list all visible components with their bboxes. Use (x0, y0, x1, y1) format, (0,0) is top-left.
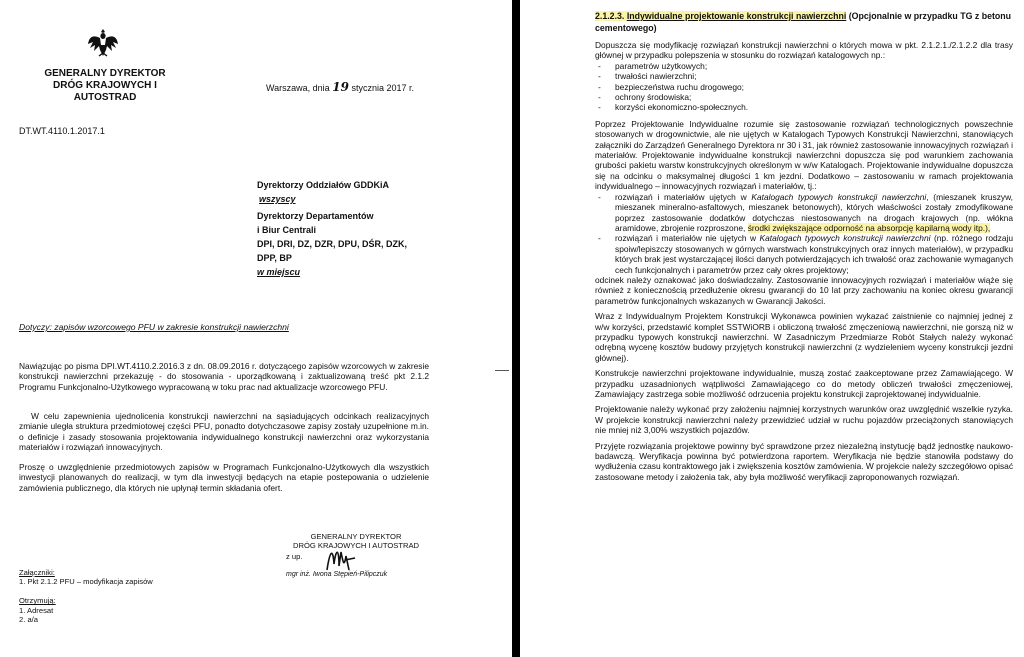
date-day: 19 (332, 80, 349, 94)
letter-paragraph-2: W celu zapewnienia ujednolicenia konstrukcji nawierzchni na sąsiadujących odcinkach realizacyjnych zmianie uległa struktura przedmiotowej części PFU, ponadto dotychczasowe zapisy zostały uzupełnione m.in. o definicje i zasady stosowania projektowania indywidualnego konstrukcji nawierzchni oraz wykorzystania materiałów i rozwiązań innowacyjnych. (19, 411, 429, 453)
list-item: - korzyści ekonomiczno-społecznych. (595, 102, 1013, 112)
letter-paragraph-1: Nawiązując po pisma DPI.WT.4110.2.2016.3 z dn. 08.09.2016 r. dotyczącego zapisów wzorcowych w zakresie konstrukcji nawierzchni przekazuję - do stosowania - uporządkowaną i zaktualizowaną treść pkt 2.1.2 Programu Funkcjonalno-Użytkowego wypracowaną w toku prac nad aktualizacje wzorcowego PFU. (19, 361, 429, 392)
attachment-page (520, 0, 1024, 657)
institution-name (25, 68, 185, 104)
item-italic-text: Katalogach typowych konstrukcji nawierzchni (751, 191, 927, 202)
item-text: rozwiązań i materiałów nie ujętych w (615, 233, 757, 244)
recipients-block (257, 178, 407, 279)
subject-line: Dotyczy: zapisów wzorcowego PFU w zakresie konstrukcji nawierzchni (19, 322, 289, 332)
list-item: - parametrów użytkowych; (595, 61, 1013, 71)
attachment-item: 1. Pkt 2.1.2 PFU – modyfikacja zapisów (19, 577, 153, 587)
recipient-3: i Biur Centrali (257, 225, 317, 235)
institution-line1: GENERALNY DYREKTOR (44, 68, 166, 79)
received-item: 2. a/a (19, 614, 38, 624)
body-paragraph-6: Projektowanie należy wykonać przy założeniu najmniej korzystnych warunków oraz uwzględnić wszelkie ryzyka. W projekcie konstrukcji nawierzchni należy przewidzieć udział w ruchu pojazdów przeciążonych stanowiących nie mniej niż 3,00% wszystkich pojazdów. (595, 404, 1013, 436)
item-text: (np. różnego rodzaju spoiw/lepiszczy stosowanych w górnych warstwach konstrukcyjnych oraz innych materiałów), w przypadku których brak jest wystarczającej ilości danych potwierdzających ich trwałość oraz zachowanie wymaganych cech funkcjonalnych i parametrów przez cały okres projektowy; (615, 233, 1014, 275)
recipient-1-sub: wszyscy (259, 194, 296, 204)
body-paragraph-1: Dopuszcza się modyfikację rozwiązań konstrukcji nawierzchni o których mowa w pkt. 2.1.2.1./2.1.2.2 dla trasy głównej w przypadku polepszenia w stosunku do rozwiązań katalogowych np.: (595, 40, 1013, 61)
reference-number: DT.WT.4110.1.2017.1 (19, 126, 105, 136)
section-heading (595, 11, 1015, 34)
item-text: rozwiązań i materiałów ujętych w (615, 191, 747, 202)
body-paragraph-2: Poprzez Projektowanie Indywidualne rozumie się zastosowanie rozwiązań technologicznych powszechnie stosowanych w drogownictwie, ale nie ujętych w Katalogach Typowych Konstrukcji Nawierzchni, stanowiących załączniki do Zarządzeń Generalnego Dyrektora nr 30 i 31, jak również zastosowanie innowacyjnych rozwiązań i materiałów. Projektowanie indywidualne konstrukcji nawierzchni dopuszcza się pod warunkiem zachowania grubości pakietu warstw konstrukcyjnych określonym w w/w Katalogach. Projektowanie indywidualne dopuszcza się na odcinku o maksymalnej długości 1 km jezdni. Dodatkowo – zastosowaniu w ramach projektowania indywidualnego – innowacyjnych rozwiązań i materiałów, tj.: (595, 118, 1013, 192)
innovation-list (595, 192, 1013, 275)
eagle-emblem-icon (86, 26, 120, 60)
section-heading-extra-a: (Opcjonalnie w przypadku (848, 11, 958, 21)
section-title: Indywidualne projektowanie konstrukcji nawierzchni (626, 11, 847, 21)
body-paragraph-7: Przyjęte rozwiązania projektowe powinny być sprawdzone przez niezależną instytucję bądź jednostkę naukowo-badawczą. Weryfikacja powinna być potwierdzona raportem. Weryfikacja nie będzie stanowiła podstawy do wydłużenia czasu kontraktowego jak i zwiększenia kosztów zamówienia. W projekcie należy szczegółowo opisać zastosowane metody i założenia tak, aby była możliwość weryfikacji zaproponowanych rozwiązań. (595, 440, 1014, 482)
list-item: - ochrony środowiska; (595, 92, 1013, 102)
place-date (266, 80, 414, 94)
page-divider (512, 0, 520, 657)
innovation-item-2 (595, 233, 1013, 275)
place-date-suffix: stycznia 2017 r. (351, 83, 414, 93)
section-body (595, 40, 1013, 482)
recipient-5: DPP, BP (257, 253, 292, 263)
list-item: - trwałości nawierzchni; (595, 71, 1013, 81)
received-label: Otrzymują: (19, 596, 56, 606)
item-italic-text: Katalogach typowych konstrukcji nawierzchni (759, 233, 931, 244)
letter-paragraph-3: Proszę o uwzględnienie przedmiotowych zapisów w Programach Funkcjonalno-Użytkowych dla wszystkich inwestycji planowanych do realizacji, w tym dla inwestycji będących na etapie postepowania o udzielenie zamówienia publicznego, dla których nie upłynął termin składania ofert. (19, 462, 429, 493)
signature-line3: z up. (286, 552, 303, 562)
body-paragraph-5: Konstrukcje nawierzchni projektowane indywidualnie, muszą zostać zaakceptowane przez Zamawiającego. W przypadku uzasadnionych wątpliwości Zamawiającego co do metody obliczeń trwałości zmęczeniowej, Zamawiający zastrzega sobie możliwość odrzucenia projektu konstrukcji zaprojektowanej indywidualnie. (595, 368, 1013, 399)
recipient-2: Dyrektorzy Departamentów (257, 211, 374, 221)
attachments-label: Załączniki: (19, 568, 55, 577)
recipient-4: DPI, DRI, DZ, DZR, DPU, DŚR, DZK, (257, 239, 408, 249)
section-heading-extra-b: TG z betonu cementowego) (595, 11, 1012, 33)
handwritten-signature-icon (324, 544, 358, 574)
section-number: 2.1.2.3. (595, 11, 625, 21)
place-date-prefix: Warszawa, dnia (266, 83, 330, 93)
recipient-1: Dyrektorzy Oddziałów GDDKiA (257, 180, 390, 190)
item-text: , (mieszanek kruszyw, mieszanek mineralno-asfaltowych, mieszanek betonowych), których właściwości zostały zmodyfikowane poprzez zastosowanie dodatków dotychczas niestosowanych na drogach krajowych (np. włókna aramidowe, zbrojenie rozproszone, (615, 191, 1013, 233)
institution-line2: DRÓG KRAJOWYCH I AUTOSTRAD (53, 80, 157, 103)
highlighted-text: środki zwiększające odporność na absorpcję kapilarną wody itp.), (747, 222, 991, 233)
recipient-5-sub: w miejscu (257, 267, 301, 277)
body-paragraph-4: Wraz z Indywidualnym Projektem Konstrukcji Wykonawca powinien wykazać zaistnienie co najmniej jednej z w/w korzyści, przedstawić komplet SSTWiORB i obliczoną trwałość zmęczeniową nawierzchni, nie gorszą niż w przypadku typowych konstrukcji nawierzchni. W Zasadniczym Przedmiarze Robót Stałych należy wykonać odrębną wycenę kosztów budowy przyjętych konstrukcji nawierzchni (z wydzieleniem wyceny konstrukcji jezdni głównej). (595, 311, 1013, 363)
innovation-item-1 (595, 192, 1013, 234)
signature-line2: DRÓG KRAJOWYCH I AUTOSTRAD (292, 541, 419, 551)
margin-mark (495, 370, 509, 371)
signature-line1: GENERALNY DYREKTOR (310, 532, 402, 541)
list-item: - bezpieczeństwa ruchu drogowego; (595, 82, 1013, 92)
signature-block (286, 532, 426, 579)
attachments-section (19, 568, 153, 624)
benefits-list (595, 61, 1013, 113)
signature-line4: mgr inż. Iwona Stępień-Pilipczuk (286, 570, 388, 578)
received-item: 1. Adresat (19, 605, 54, 615)
body-paragraph-3: odcinek należy oznakować jako doświadczalny. Zastosowanie innowacyjnych rozwiązań i materiałów wiąże się również z koniecznością przedłużenie okresu gwarancji do 10 lat przy zachowaniu na koniec okresu gwarancji parametrów funkcjonalnych wskazanych w Gwarancji Jakości. (595, 274, 1013, 306)
